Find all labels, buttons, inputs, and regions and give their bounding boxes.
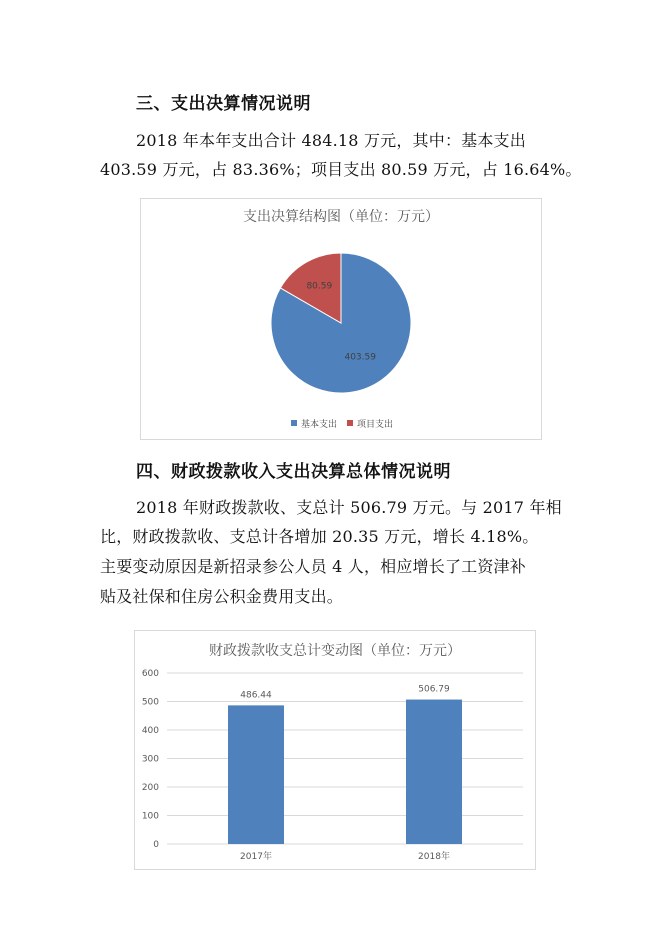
pie-chart: [140, 198, 542, 440]
y-tick-label: 400: [141, 726, 159, 736]
section3-line-1: 2018 年本年支出合计 484.18 万元，其中：基本支出: [136, 131, 526, 150]
bar-chart: [134, 630, 536, 870]
section4-line-1: 2018 年财政拨款收、支总计 506.79 万元。与 2017 年相: [136, 498, 562, 517]
bar-value-label-2018: 506.79: [418, 684, 450, 695]
section4-line-4: 贴及社保和住房公积金费用支出。: [100, 587, 344, 606]
pie-label-jiben: 403.59: [344, 352, 376, 363]
section3-line-2: 403.59 万元，占 83.36%；项目支出 80.59 万元，占 16.64%。: [100, 160, 582, 179]
bar-2018: [406, 700, 462, 844]
bar-value-label-2017: 486.44: [240, 690, 272, 701]
pie-chart-title: 支出决算结构图（单位：万元）: [243, 209, 439, 225]
bar-y-axis: [142, 669, 159, 850]
y-tick-label: 500: [141, 697, 159, 708]
bar-chart-svg: [135, 631, 535, 869]
y-tick-label: 200: [141, 783, 159, 793]
legend-label-xiangmu: 项目支出: [357, 420, 394, 430]
section3-heading: 三、支出决算情况说明: [136, 94, 311, 114]
legend-label-jiben: 基本支出: [301, 420, 338, 430]
pie-label-xiangmu: 80.59: [306, 281, 333, 292]
section4-heading: 四、财政拨款收入支出决算总体情况说明: [136, 462, 451, 482]
bar-gridlines: [167, 673, 523, 844]
x-category-label-2018: 2018年: [418, 852, 450, 862]
pie-chart-svg: [141, 199, 541, 439]
pie-legend: [291, 418, 393, 430]
y-tick-label: 0: [153, 840, 159, 850]
x-category-label-2017: 2017年: [240, 852, 272, 862]
bar-chart-title: 财政拨款收支总计变动图（单位：万元）: [209, 643, 461, 659]
y-tick-label: 100: [141, 811, 159, 822]
section4-line-2: 比，财政拨款收、支总计各增加 20.35 万元，增长 4.18%。: [100, 527, 539, 546]
y-tick-label: 600: [141, 669, 159, 679]
section4-line-3: 主要变动原因是新招录参公人员 4 人，相应增长了工资津补: [100, 557, 526, 576]
legend-swatch-jiben: [291, 420, 297, 426]
y-tick-label: 300: [141, 754, 159, 765]
legend-swatch-xiangmu: [347, 420, 353, 426]
bar-2017: [228, 705, 284, 844]
